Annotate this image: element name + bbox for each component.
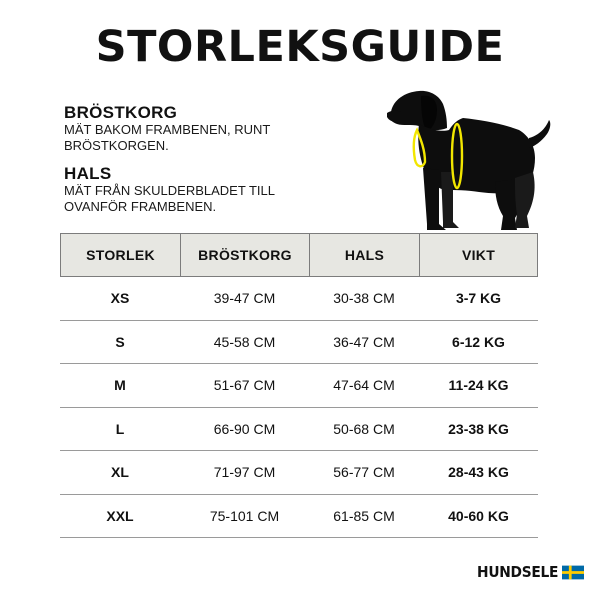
measurement-chest-line-1: MÄT BAKOM FRAMBENEN, RUNT: [64, 122, 271, 137]
size-cell: XS: [110, 290, 130, 307]
chest-cell: 75-101 CM: [209, 507, 280, 524]
neck-cell: 56-77 CM: [333, 464, 395, 481]
neck-cell: 50-68 CM: [333, 420, 395, 437]
size-table: [60, 233, 538, 538]
neck-cell: 30-38 CM: [333, 290, 395, 307]
neck-cell: 36-47 CM: [333, 333, 395, 350]
chest-cell: 51-67 CM: [213, 377, 276, 394]
measurement-neck: [64, 164, 364, 215]
size-cell: L: [115, 420, 125, 437]
measurement-chest-heading: BRÖSTKORG: [64, 103, 178, 122]
swedish-flag-icon: [562, 565, 584, 580]
chest-cell: 45-58 CM: [213, 333, 276, 350]
table-row: [60, 408, 538, 452]
weight-cell: 23-38 KG: [448, 420, 509, 437]
size-cell: S: [115, 333, 125, 350]
weight-cell: 40-60 KG: [448, 507, 509, 524]
weight-cell: 11-24 KG: [448, 377, 509, 394]
size-cell: XL: [111, 464, 129, 481]
size-cell: XXL: [106, 507, 134, 524]
brand-logo: [470, 563, 584, 581]
header-chest: BRÖSTKORG: [180, 234, 309, 276]
weight-cell: 6-12 KG: [452, 333, 505, 350]
chest-cell: 71-97 CM: [213, 464, 276, 481]
table-row: [60, 321, 538, 365]
chest-cell: 66-90 CM: [213, 420, 276, 437]
header-weight: VIKT: [419, 234, 538, 276]
measurement-neck-heading: HALS: [64, 164, 112, 183]
page-title: STORLEKSGUIDE: [95, 22, 505, 72]
measurement-chest: [64, 103, 364, 154]
header-neck: HALS: [309, 234, 419, 276]
table-row: [60, 364, 538, 408]
measurement-neck-line-1: MÄT FRÅN SKULDERBLADET TILL: [64, 183, 275, 198]
brand-name: HUNDSELE: [476, 563, 558, 581]
neck-cell: 61-85 CM: [333, 507, 395, 524]
weight-cell: 28-43 KG: [448, 464, 509, 481]
table-row: [60, 495, 538, 539]
table-header: [60, 233, 538, 277]
chest-cell: 39-47 CM: [213, 290, 276, 307]
weight-cell: 3-7 KG: [455, 290, 502, 307]
measurement-chest-line-2: BRÖSTKORGEN.: [64, 138, 169, 153]
neck-cell: 47-64 CM: [333, 377, 395, 394]
measurement-neck-line-2: OVANFÖR FRAMBENEN.: [64, 199, 217, 214]
table-row: [60, 277, 538, 321]
dog-silhouette-icon: [383, 86, 553, 236]
size-cell: M: [114, 377, 126, 394]
header-size: STORLEK: [60, 234, 180, 276]
table-row: [60, 451, 538, 495]
